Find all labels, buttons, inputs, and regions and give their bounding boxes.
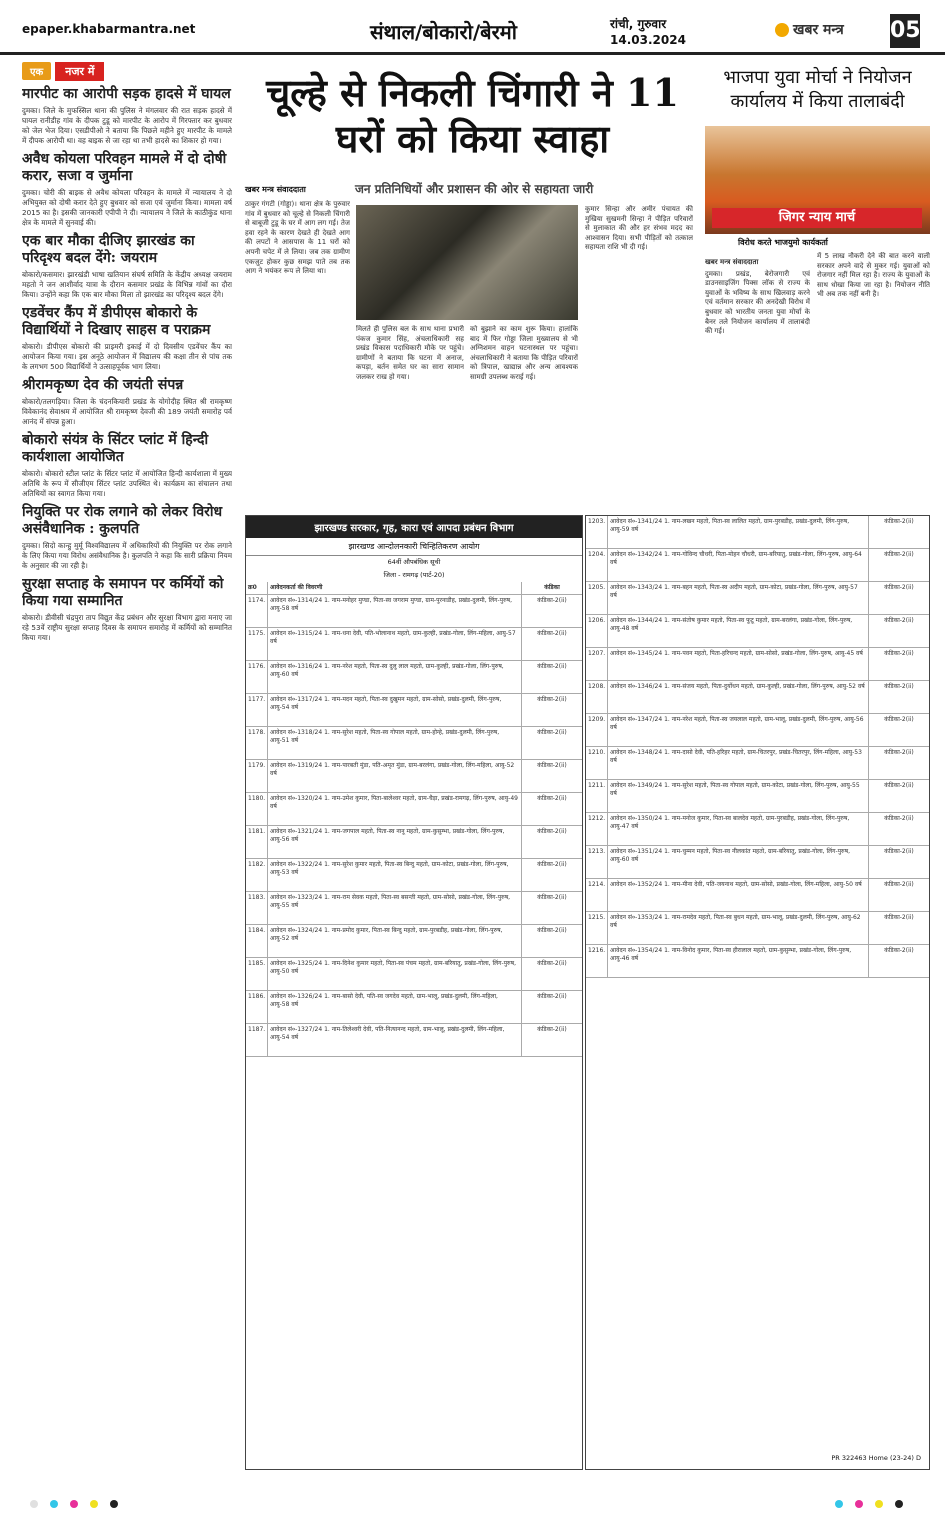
cell-cat: कंडिका-2(ii) xyxy=(537,696,567,703)
table-row xyxy=(246,892,582,925)
notice-district: जिला - रामगढ़ (पार्ट-20) xyxy=(383,571,445,579)
cell-sn: 1184. xyxy=(246,925,268,957)
brand-logo xyxy=(775,20,844,39)
left-stories xyxy=(22,86,232,643)
cell-sn: 1175. xyxy=(246,628,268,660)
story-body: दुमका। जिले के मुफस्सिल थाना की पुलिस ने मंगलवार की रात सड़क हादसे में घायल रानीडीह गांव के दीपक टुडू को मारपीट के आरोप में गिरफ्तार कर बुधवार को जेल भेज दिया। एसडीपीओ ने बताया कि पिछले महीने हुए मारपीट के मामले में दीपक आरोपी था। वह बाइक से जा रहा था तभी हादसे का शिकार हो गया। xyxy=(22,106,232,145)
notice-title: झारखण्ड सरकार, गृह, कारा एवं आपदा प्रबंधन विभाग xyxy=(246,516,582,538)
cell-cat: कंडिका-2(ii) xyxy=(537,795,567,802)
table-row xyxy=(586,780,929,813)
main-col-2: मिलते ही पुलिस बल के साथ थाना प्रभारी पंकज कुमार सिंह, अंचलाधिकारी सह प्रखंड विकास पदाधिकारी मौके पर पहुंचे। ग्रामीणों ने बताया कि घटना में अनाज, कपड़ा, बर्तन समेत घर का सारा सामान जलकर राख हो गया। xyxy=(356,325,464,381)
cell-cat: कंडिका-2(ii) xyxy=(884,551,914,558)
page-number: 05 xyxy=(890,14,920,48)
cell-sn: 1181. xyxy=(246,826,268,858)
cell-sn: 1177. xyxy=(246,694,268,726)
left-column xyxy=(22,62,232,1482)
cell-sn: 1187. xyxy=(246,1024,268,1056)
cell-sn: 1210. xyxy=(586,747,608,779)
table-row xyxy=(586,615,929,648)
table-row xyxy=(586,945,929,978)
cell-cat: कंडिका-2(ii) xyxy=(884,815,914,822)
reg-mark xyxy=(110,1500,118,1508)
reg-mark xyxy=(90,1500,98,1508)
reg-mark xyxy=(895,1500,903,1508)
table-row xyxy=(246,760,582,793)
table-row xyxy=(246,628,582,661)
cell-cat: कंडिका-2(ii) xyxy=(884,782,914,789)
cell-body: आवेदन सं०-1351/24 1. नाम-चुम्मन महतो, पिता-स्व नीलकांत महतो, ग्राम-बरियातु, प्रखंड-गोला, लिंग-पुरुष, आयु-60 वर्ष xyxy=(608,846,869,878)
cell-body: आवेदन सं०-1321/24 1. नाम-जगपाल महतो, पिता-स्व नानू महतो, ग्राम-कुसुम्भा, प्रखंड-गोला, लिंग-पुरुष, आयु-56 वर्ष xyxy=(268,826,522,858)
edition-date: 14.03.2024 xyxy=(610,33,686,47)
story-body: बोकारो/कसमार। झारखंडी भाषा खतियान संघर्ष समिति के केंद्रीय अध्यक्ष जयराम महतो ने जन आशीर्वाद यात्रा के दौरान कसमार प्रखंड के विभिन्न गांवों का दौरा किया। उन्होंने कहा कि एक बार मौका मिला तो झारखंड का परिदृश्य बदल देंगे। xyxy=(22,270,232,299)
table-row xyxy=(246,727,582,760)
cell-cat: कंडिका-2(ii) xyxy=(884,848,914,855)
cell-sn: 1180. xyxy=(246,793,268,825)
cell-body: आवेदन सं०-1344/24 1. नाम-संतोष कुमार महतो, पिता-स्व फूटू महतो, ग्राम-बरलंगा, प्रखंड-गोला, लिंग-पुरुष, आयु-48 वर्ष xyxy=(608,615,869,647)
cell-cat: कंडिका-2(ii) xyxy=(884,683,914,690)
cell-body: आवेदन सं०-1317/24 1. नाम-मदन महतो, पिता-स्व दुखुमन महतो, ग्राम-सोसो, प्रखंड-दुलमी, लिंग-पुरुष, आयु-54 वर्ष xyxy=(268,694,522,726)
rows-right xyxy=(586,516,929,978)
cell-body: आवेदन सं०-1352/24 1. नाम-मीना देवी, पति-जयनाथ महतो, ग्राम-सोसो, प्रखंड-गोला, लिंग-महिला, आयु-50 वर्ष xyxy=(608,879,869,911)
cell-sn: 1178. xyxy=(246,727,268,759)
story-title: एडवेंचर कैंप में डीपीएस बोकारो के विद्यार्थियों ने दिखाए साहस व पराक्रम xyxy=(22,305,211,338)
cell-body: आवेदन सं०-1348/24 1. नाम-दासो देवी, पति-हरिहर महतो, ग्राम-चितरपुर, प्रखंड-चितरपुर, लिंग-महिला, आयु-53 वर्ष xyxy=(608,747,869,779)
cell-sn: 1215. xyxy=(586,912,608,944)
cell-cat: कंडिका-2(ii) xyxy=(884,518,914,525)
cell-body: आवेदन सं०-1353/24 1. नाम-रामदेव महतो, पिता-स्व बुधन महतो, ग्राम-भालू, प्रखंड-दुलमी, लिंग-पुरुष, आयु-62 वर्ष xyxy=(608,912,869,944)
cell-cat: कंडिका-2(ii) xyxy=(537,993,567,1000)
table-row xyxy=(246,694,582,727)
cell-cat: कंडिका-2(ii) xyxy=(537,630,567,637)
date-block xyxy=(610,16,686,48)
header-rule xyxy=(0,52,945,55)
table-row xyxy=(246,595,582,628)
side-byline: खबर मन्त्र संवाददाता xyxy=(705,258,759,266)
cell-cat: कंडिका-2(ii) xyxy=(884,584,914,591)
cell-cat: कंडिका-2(ii) xyxy=(884,947,914,954)
table-row xyxy=(246,991,582,1024)
cell-sn: 1185. xyxy=(246,958,268,990)
cell-body: आवेदन सं०-1319/24 1. नाम-पारबती मुंडा, पति-अमृत मुंडा, ग्राम-बरलंगा, प्रखंड-गोला, लिंग-महिला, आयु-52 वर्ष xyxy=(268,760,522,792)
cell-body: आवेदन सं०-1316/24 1. नाम-नरेश महतो, पिता-स्व दुलु लाल महतो, ग्राम-कुल्ही, प्रखंड-गोला, लिंग-पुरुष, आयु-60 वर्ष xyxy=(268,661,522,693)
story-body: दुमका। चोरी की बाइक से अवैध कोयला परिवहन के मामले में न्यायालय ने दो अभियुक्त को दोषी करार देते हुए बुधवार को सजा एवं जुर्माना किया। मामला वर्ष 2015 का है। इसकी जानकारी एपीपी ने दी। न्यायालय ने जिले के काठीकुंड थाना क्षेत्र के मामले में सुनवाई की। xyxy=(22,188,232,227)
story-body: दुमका। सिदो कान्हु मुर्मू विश्वविद्यालय में अधिकारियों की नियुक्ति पर रोक लगाने के लिए किया गया विरोध असंवैधानिक है। कुलपति ने कहा कि सारी प्रक्रिया नियम के अनुसार की जा रही है। xyxy=(22,541,232,570)
table-row xyxy=(586,714,929,747)
fire-photo xyxy=(356,205,578,320)
table-row xyxy=(586,582,929,615)
story-title: अवैध कोयला परिवहन मामले में दो दोषी करार, सजा व जुर्माना xyxy=(22,151,227,184)
reg-mark xyxy=(835,1500,843,1508)
cell-body: आवेदन सं०-1342/24 1. नाम-गोविन्द चौधरी, पिता-मोहन चौधरी, ग्राम-बरियातु, प्रखंड-गोला, लिंग-पुरुष, आयु-64 वर्ष xyxy=(608,549,869,581)
col-head-category: कंडिका xyxy=(544,584,560,591)
table-row xyxy=(586,879,929,912)
main-subhead: जन प्रतिनिधियों और प्रशासन की ओर से सहायता जारी xyxy=(355,182,594,196)
brand-icon xyxy=(775,23,789,37)
cell-sn: 1179. xyxy=(246,760,268,792)
cell-cat: कंडिका-2(ii) xyxy=(884,617,914,624)
table-row xyxy=(586,549,929,582)
cell-cat: कंडिका-2(ii) xyxy=(884,749,914,756)
cell-cat: कंडिका-2(ii) xyxy=(537,1026,567,1033)
main-headline: चूल्हे से निकली चिंगारी ने 11 घरों को किया स्वाहा xyxy=(266,70,679,161)
cell-sn: 1183. xyxy=(246,892,268,924)
story-title: सुरक्षा सप्ताह के समापन पर कर्मियों को किया गया सम्मानित xyxy=(22,576,224,609)
story-title: मारपीट का आरोपी सड़क हादसे में घायल xyxy=(22,86,231,102)
table-row xyxy=(586,813,929,846)
story-title: श्रीरामकृष्ण देव की जयंती संपन्न xyxy=(22,377,184,393)
side-col-2: में 5 लाख नौकरी देने की बात करने वाली सरकार अपने वादे से मुकर गई। युवाओं को रोजगार नहीं मिल रहा है। राज्य के युवाओं के साथ धोखा किया जा रहा है। नियोजन नीति भी अब तक नहीं बनी है। xyxy=(817,252,930,299)
cell-body: आवेदन सं०-1347/24 1. नाम-नरेश महतो, पिता-स्व जयलाल महतो, ग्राम-भालू, प्रखंड-दुलमी, लिंग-पुरुष, आयु-56 वर्ष xyxy=(608,714,869,746)
cell-body: आवेदन सं०-1322/24 1. नाम-सुरेश कुमार महतो, पिता-स्व बिन्दु महतो, ग्राम-कोटा, प्रखंड-गोला, लिंग-पुरुष, आयु-53 वर्ष xyxy=(268,859,522,891)
notice-pr-number: PR 322463 Home (23-24) D xyxy=(831,1454,921,1462)
side-headline: भाजपा युवा मोर्चा ने नियोजन कार्यालय में किया तालाबंदी xyxy=(723,67,912,112)
table-row xyxy=(586,846,929,879)
story-title: बोकारो संयंत्र के सिंटर प्लांट में हिन्दी कार्यशाला आयोजित xyxy=(22,432,209,465)
cell-body: आवेदन सं०-1323/24 1. नाम-राम सेवक महतो, पिता-स्व बसन्ती महतो, ग्राम-सोसो, प्रखंड-गोला, लिंग-पुरुष, आयु-55 वर्ष xyxy=(268,892,522,924)
cell-sn: 1207. xyxy=(586,648,608,680)
cell-body: आवेदन सं०-1325/24 1. नाम-दिनेश कुमार महतो, पिता-स्व पंचम महतो, ग्राम-बरियातु, प्रखंड-गोला, लिंग-पुरुष, आयु-50 वर्ष xyxy=(268,958,522,990)
cell-body: आवेदन सं०-1327/24 1. नाम-तिलेश्वरी देवी, पति-नित्यानन्द महतो, ग्राम-भालू, प्रखंड-दुलमी, लिंग-महिला, आयु-54 वर्ष xyxy=(268,1024,522,1056)
table-row xyxy=(246,661,582,694)
table-row xyxy=(246,958,582,991)
side-col-1 xyxy=(705,258,810,508)
table-row xyxy=(246,925,582,958)
nazar-tag xyxy=(22,62,232,80)
table-row xyxy=(246,826,582,859)
table-row xyxy=(586,912,929,945)
cell-cat: कंडिका-2(ii) xyxy=(537,597,567,604)
cell-sn: 1208. xyxy=(586,681,608,713)
cell-cat: कंडिका-2(ii) xyxy=(537,762,567,769)
cell-sn: 1213. xyxy=(586,846,608,878)
notice-list-name: 64वीं औपबंधिक सूची xyxy=(387,558,441,566)
cell-body: आवेदन सं०-1314/24 1. नाम-मनोहर मुण्डा, पिता-स्व जगराम मुण्डा, ग्राम-पुरनाडीह, प्रखंड-दुलमी, लिंग-पुरुष, आयु-58 वर्ष xyxy=(268,595,522,627)
cell-body: आवेदन सं०-1345/24 1. नाम-पवन महतो, पिता-हरिचन्द महतो, ग्राम-सोसो, प्रखंड-गोला, लिंग-पुरुष, आयु-45 वर्ष xyxy=(608,648,869,680)
reg-mark xyxy=(855,1500,863,1508)
cell-sn: 1211. xyxy=(586,780,608,812)
cell-body: आवेदन सं०-1350/24 1. नाम-मनोज कुमार, पिता-स्व बालदेव महतो, ग्राम-पुरबडीह, प्रखंड-गोला, लिंग-पुरुष, आयु-47 वर्ष xyxy=(608,813,869,845)
reg-mark xyxy=(30,1500,38,1508)
cell-body: आवेदन सं०-1341/24 1. नाम-लखन महतो, पिता-स्व लालित महतो, ग्राम-पुरबडीह, प्रखंड-दुलमी, लिंग-पुरुष, आयु-59 वर्ष xyxy=(608,516,869,548)
cell-sn: 1186. xyxy=(246,991,268,1023)
reg-mark xyxy=(50,1500,58,1508)
notice-table-left xyxy=(245,515,583,1470)
table-row xyxy=(586,747,929,780)
cell-sn: 1216. xyxy=(586,945,608,977)
table-row xyxy=(246,1024,582,1057)
cell-cat: कंडिका-2(ii) xyxy=(537,927,567,934)
table-row xyxy=(586,681,929,714)
notice-subtitle: झारखण्ड आन्दोलनकारी चिन्हितिकरण आयोग xyxy=(246,538,582,556)
story-body: बोकारो/तलगड़िया। जिला के चंदनकियारी प्रखंड के योगोदीह स्थित श्री रामकृष्ण विवेकानंद सेवाश्रम में आयोजित श्री रामकृष्ण देवजी की 189 जयंती समारोह पर्व आनंद में संपन्न हुआ। xyxy=(22,397,232,426)
cell-sn: 1176. xyxy=(246,661,268,693)
cell-sn: 1209. xyxy=(586,714,608,746)
cell-sn: 1203. xyxy=(586,516,608,548)
cell-cat: कंडिका-2(ii) xyxy=(537,861,567,868)
col-head-sn: क्र0 xyxy=(246,582,268,594)
cell-body: आवेदन सं०-1349/24 1. नाम-सुरेश महतो, पिता-स्व गोपाल महतो, ग्राम-कोटा, प्रखंड-गोला, लिंग-पुरुष, आयु-55 वर्ष xyxy=(608,780,869,812)
cell-body: आवेदन सं०-1343/24 1. नाम-बहन महतो, पिता-स्व अदीप महतो, ग्राम-कोटा, प्रखंड-गोला, लिंग-पुरुष, आयु-57 वर्ष xyxy=(608,582,869,614)
cell-body: आवेदन सं०-1315/24 1. नाम-धना देवी, पति-भोलानाथ महतो, ग्राम-कुल्ही, प्रखंड-गोला, लिंग-महिला, आयु-57 वर्ष xyxy=(268,628,522,660)
col-head-details: आवेदनकर्ता की विवरणी xyxy=(268,582,522,594)
brand-name: खबर मन्त्र xyxy=(793,22,844,38)
tag-ek: एक xyxy=(22,62,51,80)
cell-body: आवेदन सं०-1324/24 1. नाम-प्रमोद कुमार, पिता-स्व बिन्दु महतो, ग्राम-पुरबडीह, प्रखंड-गोला, लिंग-पुरुष, आयु-52 वर्ष xyxy=(268,925,522,957)
story-title: नियुक्ति पर रोक लगाने को लेकर विरोध असंवैधानिक : कुलपति xyxy=(22,504,223,537)
main-col-4: कुमार सिन्हा और अमीर पंचायत की मुखिया सुखमनी सिन्हा ने पीड़ित परिवारों से मुलाकात की और हर संभव मदद का आश्वासन दिया। सभी पीड़ितों को तत्काल सहायता राशि भी दी गई। xyxy=(585,205,693,252)
story-body: बोकारो। बोकारो स्टील प्लांट के सिंटर प्लांट में आयोजित हिन्दी कार्यशाला में मुख्य अतिथि के रूप में सीजीएम सिंटर प्लांट उपस्थित थे। कार्यक्रम का संचालन तथा अतिथियों का स्वागत किया गया। xyxy=(22,469,232,498)
cell-sn: 1206. xyxy=(586,615,608,647)
main-col-1: ठाकुर गंगटी (गोड्डा)। थाना क्षेत्र के पुरुवार गांव में बुधवार को चूल्हे से निकली चिंगारी से बाबूजी टुडू के घर में आग लग गई। तेज हवा रहने के कारण देखते ही देखते आग की लपटों ने आसपास के 11 घरों को अपनी चपेट में ले लिया। जब तक ग्रामीण एकजुट होकर कुछ समझ पाते तब तक आग ने भयंकर रूप ले लिया था। xyxy=(245,200,350,276)
story-body: बोकारो। डीपीएस बोकारो की प्राइमरी इकाई में दो दिवसीय एडवेंचर कैंप का आयोजन किया गया। इस अनूठे आयोजन में विद्यालय की कक्षा तीन से पांच तक के लगभग 500 विद्यार्थियों ने उत्साहपूर्वक भाग लिया। xyxy=(22,342,232,371)
cell-cat: कंडिका-2(ii) xyxy=(884,881,914,888)
table-head xyxy=(246,582,582,595)
photo-caption: विरोध करते भाजयुमो कार्यकर्ता xyxy=(738,238,828,247)
cell-cat: कंडिका-2(ii) xyxy=(537,894,567,901)
story-body: बोकारो। डीवीसी चंद्रपुरा ताप विद्युत केंद्र प्रबंधन और सुरक्षा विभाग द्वारा मनाए जा रहे 53वें राष्ट्रीय सुरक्षा सप्ताह दिवस के समापन समारोह में कर्मियों को सम्मानित किया गया। xyxy=(22,613,232,642)
cell-cat: कंडिका-2(ii) xyxy=(884,716,914,723)
cell-body: आवेदन सं०-1318/24 1. नाम-सुरेश महतो, पिता-स्व गोपाल महतो, ग्राम-होन्हे, प्रखंड-दुलमी, लिंग-पुरुष, आयु-51 वर्ष xyxy=(268,727,522,759)
cell-sn: 1214. xyxy=(586,879,608,911)
notice-table-right xyxy=(585,515,930,1470)
cell-cat: कंडिका-2(ii) xyxy=(537,960,567,967)
cell-sn: 1212. xyxy=(586,813,608,845)
main-byline: खबर मन्त्र संवाददाता xyxy=(245,185,306,194)
main-col-3: को बुझाने का काम शुरू किया। हालांकि बाद में फिर गोड्डा जिला मुख्यालय से भी अग्निशमन वाहन घटनास्थल पर पहुंचा। अंचलाधिकारी ने बताया कि पीड़ित परिवारों को त्रिपाल, खाद्यान्न और अन्य आवश्यक सामग्री उपलब्ध कराई गई। xyxy=(470,325,578,381)
cell-cat: कंडिका-2(ii) xyxy=(884,650,914,657)
section-title: संथाल/बोकारो/बेरमो xyxy=(370,20,517,44)
table-row xyxy=(246,859,582,892)
cell-sn: 1174. xyxy=(246,595,268,627)
cell-body: आवेदन सं०-1346/24 1. नाम-संजय महतो, पिता-दुर्योधन महतो, ग्राम-कुल्ही, प्रखंड-गोला, लिंग-पुरुष, आयु-52 वर्ष xyxy=(608,681,869,713)
table-row xyxy=(586,516,929,549)
cell-cat: कंडिका-2(ii) xyxy=(537,663,567,670)
table-row xyxy=(586,648,929,681)
cell-sn: 1182. xyxy=(246,859,268,891)
reg-mark xyxy=(875,1500,883,1508)
cell-body: आवेदन सं०-1320/24 1. नाम-उमेश कुमार, पिता-बालेश्वर महतो, ग्राम-चैड़ा, प्रखंड-रामगढ़, लिंग-पुरुष, आयु-49 वर्ष xyxy=(268,793,522,825)
reg-mark xyxy=(70,1500,78,1508)
protest-banner: जिगर न्याय मार्च xyxy=(712,208,922,228)
rows-left xyxy=(246,595,582,1057)
story-title: एक बार मौका दीजिए झारखंड का परिदृश्य बदल देंगे: जयराम xyxy=(22,233,195,266)
tag-nazar: नजर में xyxy=(55,62,104,81)
city-day: रांची, गुरुवार xyxy=(610,17,667,31)
cell-cat: कंडिका-2(ii) xyxy=(537,828,567,835)
table-row xyxy=(246,793,582,826)
cell-cat: कंडिका-2(ii) xyxy=(537,729,567,736)
site-url: epaper.khabarmantra.net xyxy=(22,22,196,36)
cell-body: आवेदन सं०-1326/24 1. नाम-बासो देवी, पति-स्व जगदेव महतो, ग्राम-भालू, प्रखंड-दुलमी, लिंग-महिला, आयु-58 वर्ष xyxy=(268,991,522,1023)
cell-sn: 1204. xyxy=(586,549,608,581)
side-col-1-text: दुमका। प्रखंड, बेरोजगारी एवं डाउनसाइजिंग पिक्स लॉक से राज्य के युवाओं के भविष्य के साथ खिलवाड़ करने एवं वर्तमान सरकार की अनदेखी विरोध में बुधवार को भारतीय जनता युवा मोर्चा के बैनर तले नियोजन कार्यालय में तालाबंदी की गई। xyxy=(705,269,810,336)
cell-body: आवेदन सं०-1354/24 1. नाम-विनोद कुमार, पिता-स्व हीरालाल महतो, ग्राम-कुसुम्भा, प्रखंड-गोला, लिंग-पुरुष, आयु-46 वर्ष xyxy=(608,945,869,977)
cell-sn: 1205. xyxy=(586,582,608,614)
cell-cat: कंडिका-2(ii) xyxy=(884,914,914,921)
